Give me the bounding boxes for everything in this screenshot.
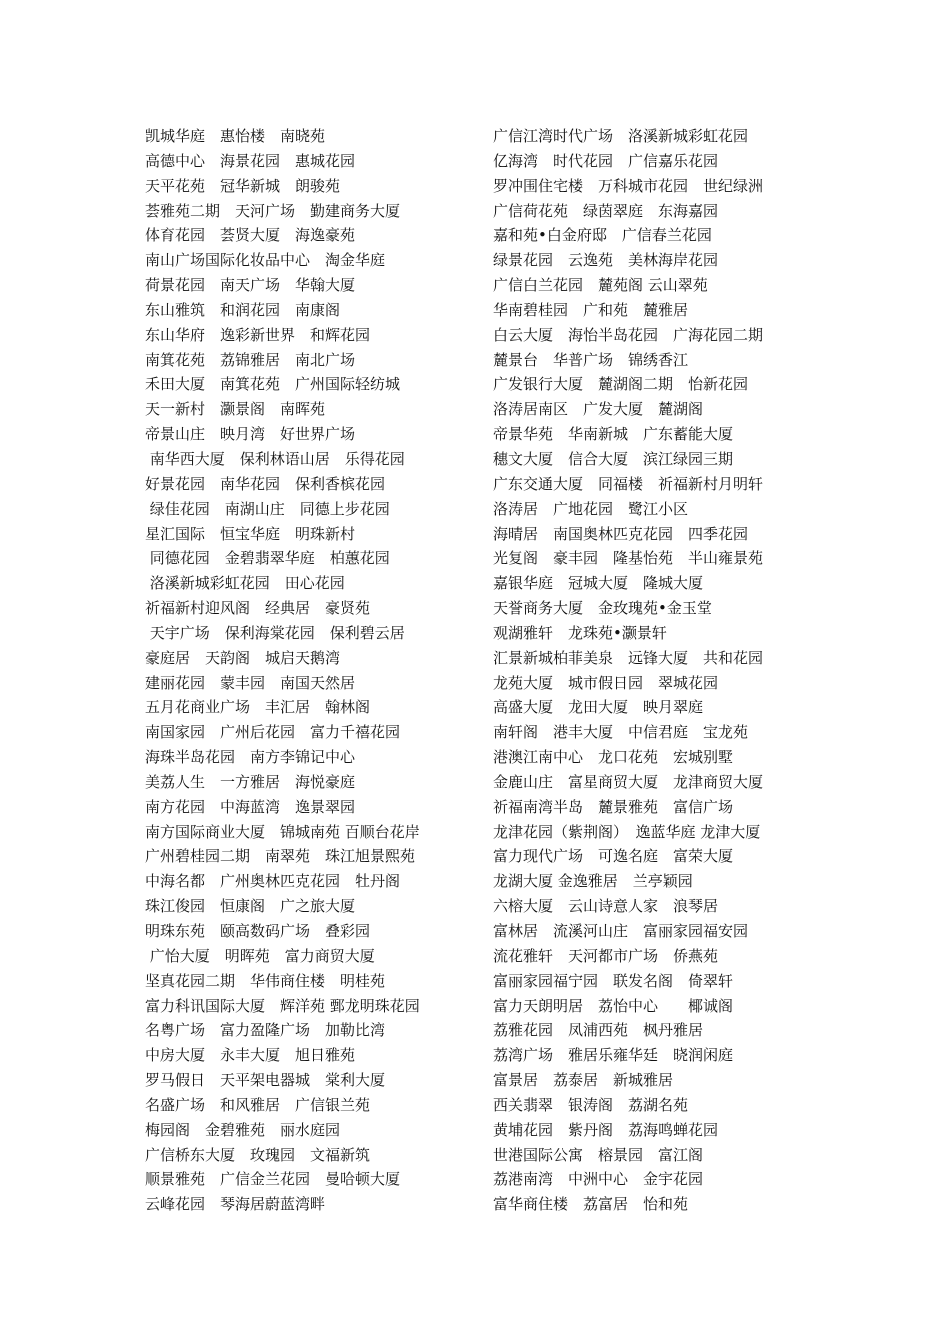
text-line: 中房大厦 永丰大厦 旭日雅苑	[145, 1046, 356, 1065]
text-line: 好景花园 南华花园 保利香槟花园	[145, 474, 386, 493]
text-line: 荔湾广场 雅居乐雍华廷 晓润闲庭	[493, 1046, 734, 1065]
text-line: 龙苑大厦 城市假日园 翠城花园	[493, 673, 719, 692]
text-line: 广州碧桂园二期 南翠苑 珠江旭景熙苑	[145, 847, 416, 866]
text-line: 龙湖大厦 金逸雅居 兰亭颖园	[493, 872, 693, 891]
text-line: 荟雅苑二期 天河广场 勤建商务大厦	[145, 201, 401, 220]
text-line: 广发银行大厦 麓湖阁二期 怡新花园	[493, 375, 749, 394]
text-line: 广东交通大厦 同福楼 祈福新村月明轩	[493, 474, 764, 493]
text-line: 罗马假日 天平架电器城 棠利大厦	[145, 1071, 386, 1090]
text-line: 洛涛居南区 广发大厦 麓湖阁	[493, 400, 704, 419]
text-line: 富林居 流溪河山庄 富丽家园福安园	[493, 922, 749, 940]
text-line: 南轩阁 港丰大厦 中信君庭 宝龙苑	[493, 723, 749, 742]
text-line: 罗冲围住宅楼 万科城市花园 世纪绿洲	[493, 176, 764, 195]
text-line: 帝景华苑 华南新城 广东蓄能大厦	[493, 425, 734, 444]
text-line: 珠江俊园 恒康阁 广之旅大厦	[145, 897, 356, 916]
text-line: 云峰花园 琴海居蔚蓝湾畔	[145, 1195, 326, 1214]
text-line: 嘉银华庭 冠城大厦 隆城大厦	[493, 574, 704, 593]
text-line: 流花雅轩 天河都市广场 侨燕苑	[493, 946, 719, 965]
text-line: 海晴居 南国奥林匹克花园 四季花园	[493, 524, 749, 543]
text-line: 六榕大厦 云山诗意人家 浪琴居	[493, 897, 719, 916]
text-line: 中海名都 广州奥林匹克花园 牡丹阁	[145, 872, 401, 891]
text-line: 广信桥东大厦 玫瑰园 文福新筑	[145, 1145, 371, 1164]
text-line: 汇景新城柏菲美泉 远锋大厦 共和花园	[493, 648, 764, 667]
text-line: 祈福南湾半岛 麓景雅苑 富信广场	[493, 797, 734, 816]
text-line: 南国家园 广州后花园 富力千禧花园	[145, 723, 401, 742]
text-line: 凯城华庭 惠怡楼 南晓苑	[145, 127, 326, 145]
text-line: 明珠东苑 颐高数码广场 叠彩园	[145, 922, 371, 940]
text-line: 帝景山庄 映月湾 好世界广场	[145, 425, 356, 444]
right-column	[493, 124, 833, 1217]
text-line: 荔雅花园 凤浦西苑 枫丹雅居	[493, 1021, 704, 1040]
text-line: 华南碧桂园 广和苑 麓雅居	[493, 300, 689, 319]
text-line: 体育花园 荟贤大厦 海逸豪苑	[145, 226, 356, 245]
text-line: 嘉和苑•白金府邸 广信春兰花园	[493, 226, 712, 245]
text-line: 天平花苑 冠华新城 朗骏苑	[145, 176, 341, 195]
text-line: 光复阁 豪丰园 隆基怡苑 半山雍景苑	[493, 549, 764, 568]
text-line: 广怡大厦 明晖苑 富力商贸大厦	[145, 946, 375, 965]
text-line: 麓景台 华普广场 锦绣香江	[493, 350, 689, 369]
text-line: 梅园阁 金碧雅苑 丽水庭园	[145, 1120, 341, 1139]
text-line: 富华商住楼 荔富居 怡和苑	[493, 1195, 689, 1214]
text-line: 高德中心 海景花园 惠城花园	[145, 151, 356, 170]
text-line: 广信白兰花园 麓苑阁 云山翠苑	[493, 276, 708, 295]
text-line: 建丽花园 蒙丰园 南国天然居	[145, 673, 356, 692]
text-line: 世港国际公寓 榕景园 富江阁	[493, 1145, 704, 1164]
text-line: 富丽家园福宁园 联发名阁 倚翠轩	[493, 971, 734, 990]
text-line: 白云大厦 海怡半岛花园 广海花园二期	[493, 325, 764, 344]
text-line: 富力科讯国际大厦 辉洋苑 鄄龙明珠花园	[145, 996, 420, 1015]
text-line: 天一新村 灏景阁 南晖苑	[145, 400, 326, 419]
text-line: 亿海湾 时代花园 广信嘉乐花园	[493, 151, 719, 170]
text-line: 绿景花园 云逸苑 美林海岸花园	[493, 251, 719, 270]
text-line: 港澳江南中心 龙口花苑 宏城别墅	[493, 748, 734, 767]
text-line: 南山广场国际化妆品中心 淘金华庭	[145, 251, 386, 270]
text-line: 富力天朗明居 荔怡中心 椰诚阁	[493, 996, 734, 1015]
text-line: 广信荷花苑 绿茵翠庭 东海嘉园	[493, 201, 719, 220]
text-line: 绿佳花园 南湖山庄 同德上步花园	[145, 499, 390, 518]
text-line: 南华西大厦 保利林语山居 乐得花园	[145, 449, 405, 468]
text-line: 黄埔花园 紫丹阁 荔海鸣蝉花园	[493, 1120, 719, 1139]
text-line: 东山华府 逸彩新世界 和辉花园	[145, 325, 371, 344]
text-line: 同德花园 金碧翡翠华庭 柏蕙花园	[145, 549, 390, 568]
text-line: 海珠半岛花园 南方李锦记中心	[145, 748, 356, 767]
text-line: 五月花商业广场 丰汇居 翰林阁	[145, 698, 371, 717]
text-line: 豪庭居 天韵阁 城启天鹅湾	[145, 648, 341, 667]
text-line: 南方花园 中海蓝湾 逸景翠园	[145, 797, 356, 816]
text-line: 顺景雅苑 广信金兰花园 曼哈顿大厦	[145, 1170, 401, 1189]
text-line: 富景居 荔泰居 新城雅居	[493, 1071, 674, 1090]
text-line: 名粤广场 富力盈隆广场 加勒比湾	[145, 1021, 386, 1040]
text-line: 美荔人生 一方雅居 海悦豪庭	[145, 772, 356, 791]
text-line: 东山雅筑 和润花园 南康阁	[145, 300, 341, 319]
text-line: 祈福新村迎风阁 经典居 豪贤苑	[145, 599, 371, 618]
text-line: 南方国际商业大厦 锦城南苑 百顺台花岸	[145, 822, 420, 841]
text-line: 南箕花苑 荔锦雅居 南北广场	[145, 350, 356, 369]
text-line: 穗文大厦 信合大厦 滨江绿园三期	[493, 449, 734, 468]
text-line: 富力现代广场 可逸名庭 富荣大厦	[493, 847, 734, 866]
text-line: 荔港南湾 中洲中心 金宇花园	[493, 1170, 704, 1189]
text-line: 荷景花园 南天广场 华翰大厦	[145, 276, 356, 295]
text-line: 龙津花园（紫荆阁） 逸蓝华庭 龙津大厦	[493, 822, 761, 841]
text-line: 天宇广场 保利海棠花园 保利碧云居	[145, 623, 405, 642]
left-column	[145, 124, 485, 1217]
text-line: 观湖雅轩 龙珠苑•灏景轩	[493, 623, 667, 642]
text-line: 星汇国际 恒宝华庭 明珠新村	[145, 524, 356, 543]
text-line: 金鹿山庄 富星商贸大厦 龙津商贸大厦	[493, 772, 764, 791]
text-line: 禾田大厦 南箕花苑 广州国际轻纺城	[145, 375, 401, 394]
text-line: 广信江湾时代广场 洛溪新城彩虹花园	[493, 127, 749, 145]
text-line: 洛涛居 广地花园 鹭江小区	[493, 499, 689, 518]
text-line: 洛溪新城彩虹花园 田心花园	[145, 574, 345, 593]
text-line: 高盛大厦 龙田大厦 映月翠庭	[493, 698, 704, 717]
text-line: 天誉商务大厦 金玫瑰苑•金玉堂	[493, 599, 712, 618]
text-line: 坚真花园二期 华伟商住楼 明桂苑	[145, 971, 386, 990]
text-line: 西关翡翠 银涛阁 荔湖名苑	[493, 1095, 689, 1114]
text-line: 名盛广场 和风雅居 广信银兰苑	[145, 1095, 371, 1114]
